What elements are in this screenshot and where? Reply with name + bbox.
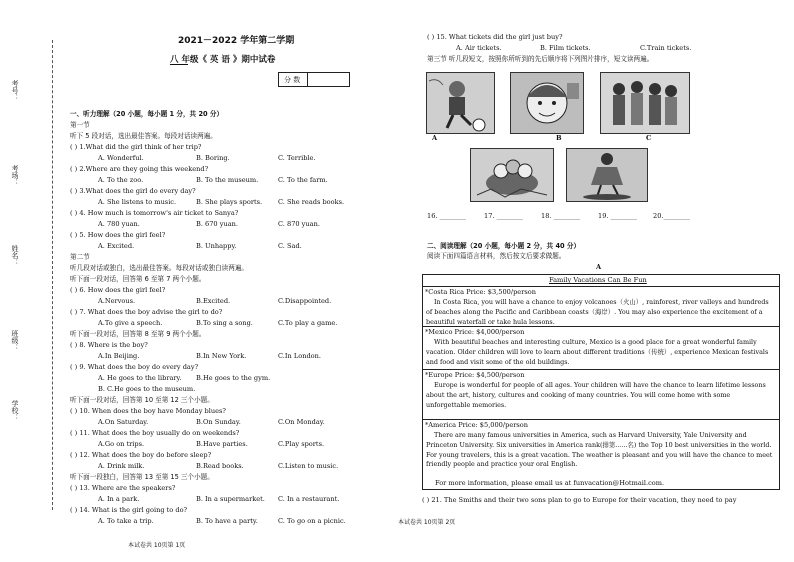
picture-fruit-basket [470, 148, 554, 202]
q11-option-a: A.Go on trips. [98, 440, 145, 448]
q14-option-a: A. To take a trip. [98, 517, 154, 525]
question-15: ( ) 15. What tickets did the girl just buy? [427, 33, 563, 41]
q3-option-a: A. She listens to music. [98, 198, 177, 206]
q1-option-c: C. Terrible. [278, 154, 316, 162]
q12-option-a: A. Drink milk. [98, 462, 145, 470]
q4-option-b: B. 670 yuan. [196, 220, 238, 228]
question-10: ( ) 10. When does the boy have Monday blues? [70, 407, 226, 415]
q14-option-b: B. To have a party. [196, 517, 258, 525]
q15-option-c: C.Train tickets. [640, 44, 692, 52]
q2-option-c: C. To the farm. [278, 176, 328, 184]
q13-option-c: C. In a restaurant. [278, 495, 340, 503]
costa-rica-heading: *Costa Rica Price: $3,500/person [425, 288, 536, 296]
q15-option-a: A. Air tickets. [456, 44, 502, 52]
q14-option-c: C. To go on a picnic. [278, 517, 346, 525]
q11-option-c: C.Play sports. [278, 440, 325, 448]
picture-letter-c: C [646, 134, 652, 142]
q9-option-a: A. He goes to the library. [98, 374, 182, 382]
part2-title: 第二节 [70, 253, 90, 261]
costa-rica-text: In Costa Rica, you will have a chance to enjoy volcanoes（火山）, rainforest, river valleys and hundreds of beaches along the Pacific and Caribbean coasts（海岸）. You may also experience the excitement of a beautiful waterfall or take hula lessons. [426, 298, 769, 326]
picture-letter-b: B [556, 134, 562, 142]
margin-label-school: 学校： [11, 400, 19, 421]
answer-blank-17[interactable]: 17. ________ [484, 212, 523, 220]
part2-instruction: 听几段对话或独白，选出最佳答案。每段对话或独白读两遍。 [70, 264, 249, 272]
q1-option-b: B. Boring. [196, 154, 230, 162]
question-6: ( ) 6. How does the girl feel? [70, 286, 166, 294]
picture-family-group [600, 72, 690, 134]
q2-option-b: B. To the museum. [196, 176, 259, 184]
answer-blank-18[interactable]: 18. ________ [541, 212, 580, 220]
picture-soccer-boy [426, 72, 495, 134]
q7-option-a: A.To give a speech. [98, 319, 163, 327]
q7-option-c: C.To play a game. [278, 319, 338, 327]
q7-option-b: B.To sing a song. [196, 319, 253, 327]
question-14: ( ) 14. What is the girl going to do? [70, 506, 188, 514]
section1-title: 一、听力理解（20 小题，每小题 1 分，共 20 分） [70, 110, 224, 118]
q10-option-c: C.On Monday. [278, 418, 325, 426]
passage-letter: A [596, 263, 602, 271]
q8-option-b: B.In New York. [196, 352, 247, 360]
q12-option-b: B.Read books. [196, 462, 244, 470]
europe-heading: *Europe Price: $4,500/person [425, 371, 525, 379]
mexico-text: With beautiful beaches and interesting culture, Mexico is a good place for a great wonderful family vacation. Older children will love to learn about different traditions（传统）, experience Mexican festivals and food and visit some of the old buildings. [426, 338, 769, 366]
q6-option-a: A.Nervous. [98, 297, 136, 305]
picture-letter-a: A [432, 134, 438, 142]
q4-option-c: C. 870 yuan. [278, 220, 320, 228]
picture-girl-face [510, 72, 584, 134]
question-4: ( ) 4. How much is tomorrow's air ticket to Sanya? [70, 209, 239, 217]
q9-option-b: B.He goes to the gym. [196, 374, 271, 382]
grade-underline [170, 64, 188, 65]
binding-line [52, 40, 53, 510]
row-europe [423, 369, 779, 414]
part3-instruction: 第三节 听几段短文，按照你所听到的先后顺序将下列图片排序，短文读两遍。 [427, 55, 654, 63]
q3-option-c: C. She reads books. [278, 198, 345, 206]
q5-option-b: B. Unhappy. [196, 242, 237, 250]
question-11: ( ) 11. What does the boy usually do on weekends? [70, 429, 240, 437]
answer-blank-19[interactable]: 19. ________ [598, 212, 637, 220]
dialogue1-instruction: 听下面一段对话，回答第 6 至第 7 两个小题。 [70, 275, 206, 283]
table-title: Family Vacations Can Be Fun [549, 276, 647, 284]
row-america [423, 419, 779, 490]
q11-option-b: B.Have parties. [196, 440, 248, 448]
q3-option-b: B. She plays sports. [196, 198, 263, 206]
question-13: ( ) 13. Where are the speakers? [70, 484, 176, 492]
contact-line: For more information, please email us at funvacation@Hotmail.com. [435, 479, 665, 487]
page-footer-right: 本试卷共 10页第 2页 [398, 519, 456, 526]
q12-option-c: C.Listen to music. [278, 462, 339, 470]
q13-option-a: A. In a park. [98, 495, 140, 503]
q15-option-b: B. Film tickets. [540, 44, 591, 52]
dialogue3-instruction: 听下面一段对话，回答第 10 至第 12 三个小题。 [70, 396, 214, 404]
q13-option-b: B. In a supermarket. [196, 495, 265, 503]
margin-label-name: 姓名： [11, 245, 19, 266]
exam-subtitle: 八 年级《 英 语 》期中试卷 [170, 55, 276, 65]
section2-instruction: 阅读下面四篇语言材料，然后按文后要求做题。 [427, 252, 566, 260]
q10-option-b: B.On Sunday. [196, 418, 241, 426]
q2-option-a: A. To the zoo. [98, 176, 144, 184]
q6-option-c: C.Disappointed. [278, 297, 332, 305]
score-box [278, 72, 350, 87]
question-21: ( ) 21. The Smiths and their two sons plan to go to Europe for their vacation, they need to pay [422, 496, 737, 504]
question-8: ( ) 8. Where is the boy? [70, 341, 148, 349]
q1-option-a: A. Wonderful. [98, 154, 144, 162]
margin-label-exam-number: 考号： [11, 80, 19, 101]
part1-instruction: 听下 5 段对话，选出最佳答案。每段对话读两遍。 [70, 132, 217, 140]
q8-option-c: C.In London. [278, 352, 321, 360]
q4-option-a: A. 780 yuan. [98, 220, 140, 228]
page-footer-left: 本试卷共 10页第 1页 [128, 542, 186, 549]
margin-label-exam-room: 考场： [11, 165, 19, 186]
question-12: ( ) 12. What does the boy do before sleep? [70, 451, 212, 459]
question-2: ( ) 2.Where are they going this weekend? [70, 165, 209, 173]
monologue-instruction: 听下面一段独白，回答第 13 至第 15 三个小题。 [70, 473, 214, 481]
section2-title: 二、阅读理解（20 小题，每小题 2 分，共 40 分） [427, 242, 581, 250]
question-3: ( ) 3.What does the girl do every day? [70, 187, 196, 195]
question-5: ( ) 5. How does the girl feel? [70, 231, 166, 239]
score-label: 分 数 [284, 76, 301, 84]
q5-option-a: A. Excited. [98, 242, 135, 250]
q6-option-b: B.Excited. [196, 297, 231, 305]
q5-option-c: C. Sad. [278, 242, 302, 250]
question-7: ( ) 7. What does the boy advise the girl to do? [70, 308, 223, 316]
mexico-heading: *Mexico Price: $4,000/person [425, 328, 525, 336]
dialogue2-instruction: 听下面一段对话，回答第 8 至第 9 两个小题。 [70, 330, 206, 338]
q10-option-a: A.On Saturday. [98, 418, 149, 426]
exam-title: 2021－2022 学年第二学期 [178, 36, 295, 46]
vacation-table [422, 274, 780, 490]
answer-blank-16[interactable]: 16. ________ [427, 212, 466, 220]
part1-title: 第一节 [70, 121, 90, 129]
america-text: There are many famous universities in America, such as Harvard University, Yale University and Princeton University. Six universities in America rank(排第......名) the Top 10 best universities in the world. For young travelers, this is a great vacation. The weather is pleasant and you will have the chance to meet friendly people and practice your oral English. [426, 431, 773, 469]
margin-label-class: 班级： [11, 330, 19, 351]
row-mexico [423, 326, 779, 375]
q8-option-a: A.In Beijing. [98, 352, 140, 360]
europe-text: Europe is wonderful for people of all ages. Your children will have the chance to learn lifetime lessons about the art, history, cultures and cooking of many countries. You will come home with some unforgettable memories. [426, 381, 766, 409]
q9-option-c: B. C.He goes to the museum. [98, 385, 196, 393]
picture-dancing-girl [566, 148, 648, 202]
question-1: ( ) 1.What did the girl think of her trip? [70, 143, 202, 151]
question-9: ( ) 9. What does the boy do every day? [70, 363, 199, 371]
answer-blank-20[interactable]: 20.________ [653, 212, 690, 220]
america-heading: *America Price: $5,000/person [425, 421, 528, 429]
